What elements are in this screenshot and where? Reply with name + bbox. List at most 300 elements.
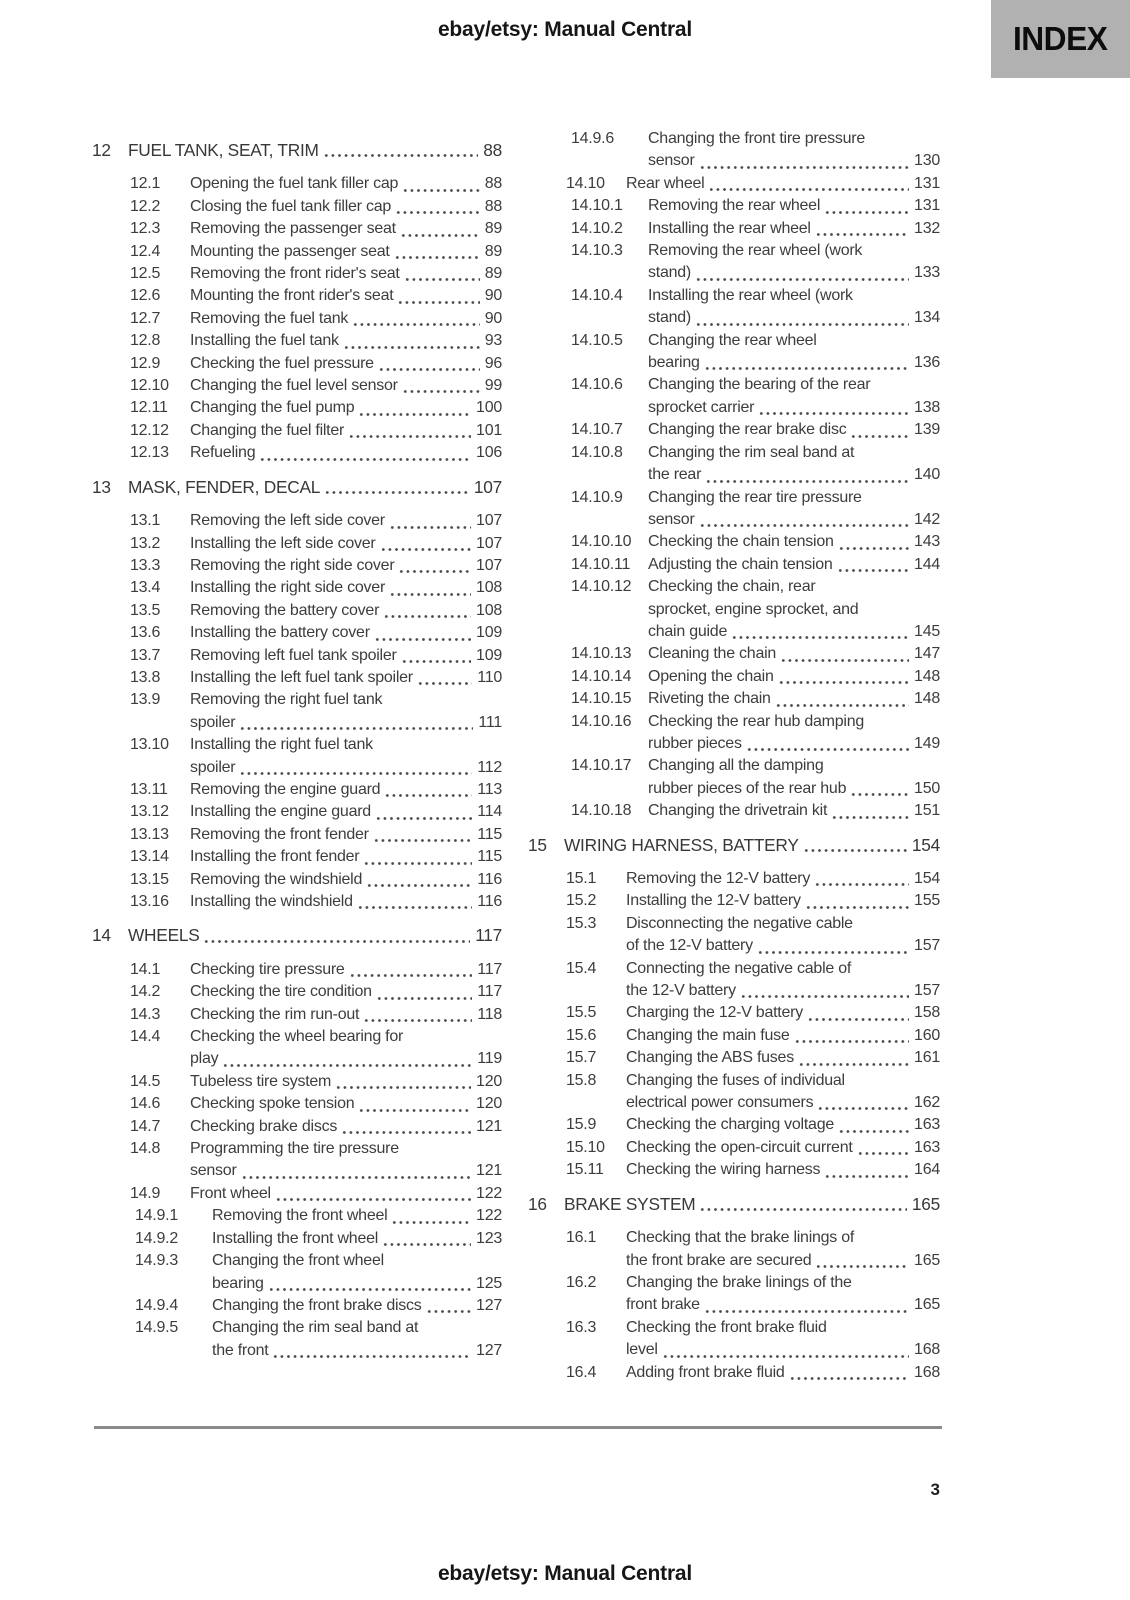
toc-page-number: 149 xyxy=(914,734,940,752)
toc-section-number: 12 xyxy=(92,140,111,160)
page-number: 3 xyxy=(930,1480,940,1499)
toc-entry-title: Removing the right side cover xyxy=(190,556,395,574)
toc-section-heading-line xyxy=(128,139,502,161)
toc-entry-body xyxy=(626,1114,940,1136)
toc-entry-body xyxy=(190,218,502,240)
dot-leader-icon xyxy=(352,322,480,327)
toc-entry-number: 12.1 xyxy=(130,175,161,193)
toc-entry-line xyxy=(190,241,502,263)
toc-entry-line xyxy=(190,891,502,913)
toc-entry-line xyxy=(648,262,940,284)
toc-entry xyxy=(566,1114,940,1136)
toc-entry-body xyxy=(190,667,502,689)
toc-entry-line xyxy=(212,1205,502,1227)
toc-page-number: 131 xyxy=(914,197,940,215)
toc-entry-title: Changing the fuel pump xyxy=(190,399,355,417)
toc-page-number: 148 xyxy=(914,667,940,685)
toc-entry-number: 14.10 xyxy=(566,174,605,192)
toc-entry-body xyxy=(190,263,502,285)
toc-entry-body xyxy=(648,643,940,665)
toc-entry-line xyxy=(626,1159,940,1181)
toc-page-number: 163 xyxy=(914,1138,940,1156)
toc-section-heading-line xyxy=(564,834,940,856)
toc-entry-body xyxy=(212,1317,502,1362)
toc-entry-body xyxy=(212,1228,502,1250)
toc-entry-line xyxy=(626,1272,940,1294)
toc-page-number: 114 xyxy=(477,803,502,821)
toc-entry xyxy=(130,533,502,555)
toc-section-heading-body xyxy=(564,1193,940,1215)
toc-entry-line xyxy=(626,1317,940,1339)
toc-entry-line xyxy=(190,218,502,240)
toc-entry-title: Front wheel xyxy=(190,1184,271,1202)
toc-section-heading-line xyxy=(128,924,502,946)
toc-entry xyxy=(566,419,940,441)
toc-page-number: 154 xyxy=(914,870,940,887)
dot-leader-icon xyxy=(375,816,472,821)
toc-entry-number: 14.10.13 xyxy=(571,645,632,663)
toc-entry-title: Changing the brake linings of the xyxy=(626,1273,852,1291)
toc-entry-line xyxy=(190,173,502,195)
toc-entry-line xyxy=(648,621,940,643)
toc-entry-title: the rear xyxy=(648,466,702,484)
dot-leader-icon xyxy=(798,1062,909,1067)
toc-section-number: 13 xyxy=(92,476,111,497)
toc-page-number: 117 xyxy=(477,983,502,1001)
toc-entry-line xyxy=(190,981,502,1003)
toc-entry xyxy=(566,1227,940,1272)
toc-entry-number: 16.3 xyxy=(566,1318,597,1336)
toc-entry xyxy=(130,1205,502,1227)
dot-leader-icon xyxy=(349,973,473,978)
toc-page-number: 142 xyxy=(914,510,940,528)
toc-entry-number: 13.8 xyxy=(130,668,161,686)
toc-entry-title: bearing xyxy=(648,354,700,372)
toc-entry-body xyxy=(190,1138,502,1183)
dot-leader-icon xyxy=(695,277,909,282)
toc-entry-title: Adjusting the chain tension xyxy=(648,555,833,573)
toc-entry-title: Connecting the negative cable of xyxy=(626,959,852,977)
toc-entry-number: 14.10.3 xyxy=(571,242,623,260)
index-tab xyxy=(991,0,1130,78)
toc-entry-title: Cleaning the chain xyxy=(648,645,777,663)
toc-entry-title: Changing the drivetrain kit xyxy=(648,802,828,820)
toc-section xyxy=(528,834,940,1182)
toc-entry-line xyxy=(190,801,502,823)
toc-entry-title: Checking the wheel bearing for xyxy=(190,1028,404,1046)
toc-entry-number: 14.8 xyxy=(130,1140,161,1158)
dot-leader-icon xyxy=(402,188,480,193)
toc-entry-body xyxy=(190,801,502,823)
toc-entry-body xyxy=(190,196,502,218)
toc-page-number: 155 xyxy=(914,892,940,910)
toc-entry-number: 15.7 xyxy=(566,1049,597,1067)
toc-entry xyxy=(130,330,502,352)
toc-section-heading xyxy=(528,834,940,856)
toc-entry-title: Charging the 12-V battery xyxy=(626,1004,803,1022)
toc-section-number: 15 xyxy=(528,834,547,855)
dot-leader-icon xyxy=(323,153,479,158)
toc-entry-number: 14.6 xyxy=(130,1095,161,1113)
toc-section-title: FUEL TANK, SEAT, TRIM xyxy=(128,140,319,160)
toc-entry-line xyxy=(190,779,502,801)
toc-entry-line xyxy=(626,1137,940,1159)
toc-page-number: 151 xyxy=(914,802,940,820)
toc-entry-line xyxy=(190,263,502,285)
toc-entry-number: 14.10.5 xyxy=(571,331,623,349)
dot-leader-icon xyxy=(239,726,473,731)
toc-entry-line xyxy=(626,1250,940,1272)
toc-page-number: 89 xyxy=(484,220,502,238)
toc-entry-body xyxy=(190,285,502,307)
toc-entry xyxy=(130,263,502,285)
dot-leader-icon xyxy=(324,490,469,495)
toc-entry-title: Closing the fuel tank filler cap xyxy=(190,197,391,215)
dot-leader-icon xyxy=(373,838,472,843)
toc-entry xyxy=(566,868,940,890)
toc-entry xyxy=(566,128,940,173)
toc-entry-number: 14.2 xyxy=(130,983,161,1001)
toc-entry-line xyxy=(190,712,502,734)
toc-entry-body xyxy=(190,1116,502,1138)
toc-entry-body xyxy=(626,1272,940,1317)
dot-leader-icon xyxy=(815,1264,909,1269)
toc-page-number: 107 xyxy=(473,476,502,497)
dot-leader-icon xyxy=(780,658,909,663)
toc-entry xyxy=(566,1002,940,1024)
toc-entry-number: 13.13 xyxy=(130,825,169,843)
dot-leader-icon xyxy=(815,232,909,237)
toc-entry-body xyxy=(190,1183,502,1205)
toc-section xyxy=(528,128,940,823)
toc-section-heading-body xyxy=(564,834,940,856)
toc-entry xyxy=(566,688,940,710)
toc-entry-title: Changing the front brake discs xyxy=(212,1296,422,1314)
toc-entry-body xyxy=(190,397,502,419)
dot-leader-icon xyxy=(817,1106,909,1111)
toc-entry-line xyxy=(190,285,502,307)
toc-entry-title: Programming the tire pressure xyxy=(190,1140,399,1158)
toc-entry-number: 15.2 xyxy=(566,892,597,910)
toc-entry-number: 15.8 xyxy=(566,1071,597,1089)
toc-entry-title: Changing the rear wheel xyxy=(648,331,817,349)
dot-leader-icon xyxy=(857,1151,910,1156)
toc-entry-number: 14.10.9 xyxy=(571,488,623,506)
dot-leader-icon xyxy=(824,210,909,215)
toc-entry-line xyxy=(190,308,502,330)
toc-entry-number: 13.7 xyxy=(130,646,161,664)
toc-entry-title: Removing the front wheel xyxy=(212,1207,388,1225)
toc-entry-title: rubber pieces of the rear hub xyxy=(648,779,847,797)
dot-leader-icon xyxy=(731,635,909,640)
toc-entry-title: Removing the 12-V battery xyxy=(626,870,811,887)
toc-entry-line xyxy=(648,576,940,598)
dot-leader-icon xyxy=(814,882,909,887)
toc-section-heading xyxy=(92,924,502,946)
toc-entry-title: Opening the fuel tank filler cap xyxy=(190,175,399,193)
toc-entry-number: 13.15 xyxy=(130,870,169,888)
toc-entry xyxy=(130,1250,502,1295)
toc-entry-title: Removing the fuel tank xyxy=(190,309,349,327)
toc-entry xyxy=(130,308,502,330)
toc-entry-number: 12.13 xyxy=(130,444,169,462)
toc-page-number: 163 xyxy=(914,1116,940,1134)
toc-entry-line xyxy=(626,980,940,1002)
toc-page-number: 130 xyxy=(914,152,940,170)
toc-entry-title: Installing the right side cover xyxy=(190,579,386,597)
dot-leader-icon xyxy=(378,367,480,372)
toc-entry-title: stand) xyxy=(648,309,691,327)
toc-entry xyxy=(566,666,940,688)
toc-entry xyxy=(130,1093,502,1115)
dot-leader-icon xyxy=(395,210,480,215)
toc-entry-number: 14.9 xyxy=(130,1184,161,1202)
toc-entry-body xyxy=(626,1137,940,1159)
toc-entry-title: spoiler xyxy=(190,713,236,731)
toc-entry xyxy=(566,531,940,553)
toc-entry xyxy=(566,1159,940,1181)
toc-entry-line xyxy=(190,1026,502,1048)
toc-entry-body xyxy=(190,600,502,622)
toc-entry-number: 13.1 xyxy=(130,512,161,530)
toc-entry xyxy=(566,285,940,330)
toc-section-heading-line xyxy=(564,1193,940,1215)
dot-leader-icon xyxy=(775,703,909,708)
dot-leader-icon xyxy=(850,434,909,439)
toc-page-number: 116 xyxy=(477,893,502,910)
toc-entry-body xyxy=(648,576,940,643)
toc-page-number: 145 xyxy=(914,622,940,640)
toc-entry-body xyxy=(190,622,502,644)
toc-entry-line xyxy=(648,374,940,396)
toc-entry-body xyxy=(648,442,940,487)
dot-leader-icon xyxy=(746,747,909,752)
toc-entry-line xyxy=(190,397,502,419)
toc-entry-line xyxy=(648,778,940,800)
toc-entry-line xyxy=(190,1160,502,1182)
toc-entry-title: Changing the rear brake disc xyxy=(648,421,847,439)
toc-section xyxy=(92,924,502,1362)
toc-entry-line xyxy=(648,464,940,486)
toc-section-title: MASK, FENDER, DECAL xyxy=(128,476,321,497)
toc-entry-number: 14.9.3 xyxy=(135,1252,178,1270)
toc-entry-body xyxy=(212,1205,502,1227)
toc-entry xyxy=(130,1004,502,1026)
toc-entry-line xyxy=(648,599,940,621)
toc-entry-body xyxy=(190,241,502,263)
toc-entry-number: 13.9 xyxy=(130,691,161,709)
toc-entry-title: Opening the chain xyxy=(648,667,774,685)
toc-entry-body xyxy=(212,1250,502,1295)
toc-entry xyxy=(130,1138,502,1183)
toc-entry-body xyxy=(648,419,940,441)
toc-entry xyxy=(130,420,502,442)
toc-entry-title: Adding front brake fluid xyxy=(626,1363,785,1381)
toc-entry-line xyxy=(648,442,940,464)
dot-leader-icon xyxy=(831,815,909,820)
dot-leader-icon xyxy=(805,905,909,910)
dot-leader-icon xyxy=(397,300,479,305)
toc-entry-number: 14.9.2 xyxy=(135,1229,178,1247)
toc-entry xyxy=(130,173,502,195)
toc-entry-title: Tubeless tire system xyxy=(190,1072,332,1090)
toc-entry-line xyxy=(626,1092,940,1114)
toc-entry-line xyxy=(648,240,940,262)
toc-entry xyxy=(130,353,502,375)
toc-entry-title: Checking that the brake linings of xyxy=(626,1229,855,1247)
dot-leader-icon xyxy=(838,1129,909,1134)
toc-entry-body xyxy=(626,913,940,958)
dot-leader-icon xyxy=(850,792,909,797)
toc-page-number: 144 xyxy=(914,555,940,573)
toc-entry-body xyxy=(190,891,502,913)
toc-entry xyxy=(130,196,502,218)
toc-entry-body xyxy=(190,1004,502,1026)
toc-entry xyxy=(566,442,940,487)
toc-entry-line xyxy=(190,869,502,891)
toc-section-heading-body xyxy=(128,924,502,946)
toc-entry-number: 15.11 xyxy=(566,1161,604,1179)
toc-entry-body xyxy=(648,531,940,553)
toc-page-number: 96 xyxy=(484,354,502,372)
toc-entry-line xyxy=(190,1071,502,1093)
toc-entry-line xyxy=(190,353,502,375)
toc-entry-body xyxy=(190,1071,502,1093)
toc-entry-body xyxy=(626,1070,940,1115)
dot-leader-icon xyxy=(838,546,909,551)
toc-page-number: 113 xyxy=(477,780,502,798)
toc-entry-title: Checking spoke tension xyxy=(190,1095,355,1113)
toc-page-number: 106 xyxy=(476,444,502,462)
toc-entry-line xyxy=(190,846,502,868)
toc-entry-number: 16.1 xyxy=(566,1229,597,1247)
toc-section xyxy=(528,1193,940,1384)
toc-entry-body xyxy=(190,533,502,555)
toc-entry-number: 12.6 xyxy=(130,287,161,305)
dot-leader-icon xyxy=(824,1174,909,1179)
toc-page-number: 109 xyxy=(476,646,502,664)
toc-page-number: 140 xyxy=(914,466,940,484)
toc-entry-line xyxy=(190,645,502,667)
toc-section-heading-line xyxy=(128,476,502,498)
toc-entry-title: Checking the charging voltage xyxy=(626,1116,834,1134)
toc-entry xyxy=(566,1070,940,1115)
toc-entry-line xyxy=(648,531,940,553)
toc-entry-title: Installing the 12-V battery xyxy=(626,892,801,910)
toc-entry-number: 14.1 xyxy=(130,960,161,978)
toc-page-number: 88 xyxy=(484,197,502,215)
toc-entry xyxy=(566,1272,940,1317)
toc-entry-title: Refueling xyxy=(190,444,256,462)
toc-entry-line xyxy=(648,195,940,217)
toc-entry-title: Checking the rear hub damping xyxy=(648,712,864,730)
index-tab-label: INDEX xyxy=(1013,20,1108,57)
dot-leader-icon xyxy=(363,1018,472,1023)
toc-entry xyxy=(566,374,940,419)
toc-entry-number: 12.12 xyxy=(130,421,169,439)
toc-entry-title: Changing the fuel filter xyxy=(190,421,345,439)
toc-entry xyxy=(566,173,940,195)
toc-page-number: 154 xyxy=(911,834,940,855)
toc-section-title: WIRING HARNESS, BATTERY xyxy=(564,834,799,855)
toc-entry-number: 14.10.16 xyxy=(571,712,632,730)
dot-leader-icon xyxy=(241,1175,472,1180)
toc-entry-body xyxy=(648,487,940,532)
toc-entry-number: 12.5 xyxy=(130,265,161,283)
toc-page-number: 150 xyxy=(914,779,940,797)
toc-entry xyxy=(130,846,502,868)
toc-entry-title: the front xyxy=(212,1341,269,1359)
page-footer-title: ebay/etsy: Manual Central xyxy=(437,1562,693,1585)
toc-entry xyxy=(130,1317,502,1362)
toc-page-number: 121 xyxy=(476,1117,502,1135)
toc-entry-line xyxy=(626,1070,940,1092)
toc-page-number: 122 xyxy=(476,1184,502,1202)
toc-entry xyxy=(130,577,502,599)
toc-entry-list xyxy=(130,959,502,1362)
toc-page-number: 127 xyxy=(476,1341,502,1359)
toc-entry xyxy=(130,1228,502,1250)
toc-entry-line xyxy=(190,196,502,218)
toc-entry-title: Riveting the chain xyxy=(648,690,771,708)
toc-entry-body xyxy=(648,195,940,217)
toc-page-number: 90 xyxy=(484,309,502,327)
toc-entry-title: Changing the rim seal band at xyxy=(648,443,855,461)
toc-entry-line xyxy=(212,1340,502,1362)
toc-page-number: 164 xyxy=(914,1161,940,1179)
toc-entry xyxy=(130,241,502,263)
toc-entry xyxy=(566,330,940,375)
toc-entry-number: 15.5 xyxy=(566,1004,597,1022)
toc-page-number: 115 xyxy=(477,825,502,843)
toc-entry-number: 14.10.1 xyxy=(571,197,623,215)
toc-entry xyxy=(566,913,940,958)
toc-page-number: 112 xyxy=(477,758,502,776)
toc-entry-body xyxy=(626,1159,940,1181)
toc-page-number: 165 xyxy=(914,1251,940,1269)
toc-entry-title: Checking the front brake fluid xyxy=(626,1318,827,1336)
toc-entry-title: Removing the left side cover xyxy=(190,512,385,530)
toc-entry-number: 14.9.6 xyxy=(571,130,614,147)
toc-entry xyxy=(130,801,502,823)
toc-entry-number: 14.10.10 xyxy=(571,533,632,551)
toc-entry-title: level xyxy=(626,1341,658,1359)
dot-leader-icon xyxy=(366,883,472,888)
toc-entry-line xyxy=(648,218,940,240)
toc-entry-title: Rear wheel xyxy=(626,174,705,192)
toc-entry xyxy=(566,1362,940,1384)
toc-entry-number: 13.2 xyxy=(130,534,161,552)
toc-entry-list xyxy=(566,1227,940,1384)
toc-entry xyxy=(130,734,502,779)
toc-entry-body xyxy=(190,779,502,801)
dot-leader-icon xyxy=(389,592,471,597)
toc-entry xyxy=(566,240,940,285)
toc-entry-body xyxy=(648,711,940,756)
toc-entry-title: sprocket, engine sprocket, and xyxy=(648,600,859,618)
toc-entry-number: 15.3 xyxy=(566,914,597,932)
toc-entry-title: Mounting the front rider's seat xyxy=(190,287,394,305)
toc-entry-body xyxy=(648,330,940,375)
toc-entry-line xyxy=(626,1025,940,1047)
toc-entry-title: Removing the right fuel tank xyxy=(190,691,383,709)
toc-entry-line xyxy=(212,1273,502,1295)
toc-entry-body xyxy=(648,666,940,688)
toc-entry-number: 14.10.12 xyxy=(571,578,632,596)
toc-entry-number: 14.10.2 xyxy=(571,219,623,237)
toc-entry-title: sensor xyxy=(648,510,695,528)
toc-entry xyxy=(566,958,940,1003)
